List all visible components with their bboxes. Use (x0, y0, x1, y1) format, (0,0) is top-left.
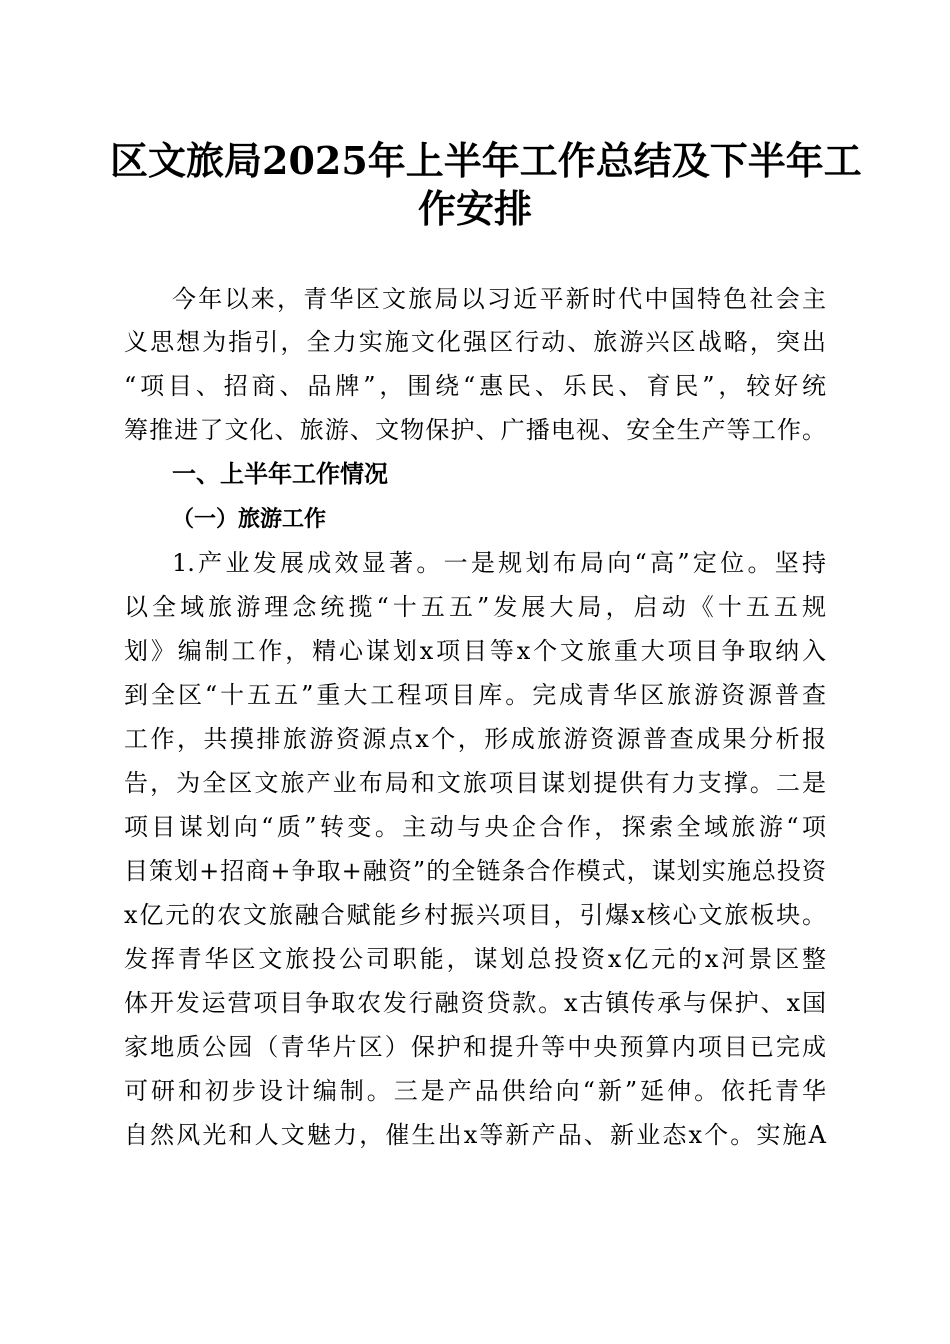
body-line-2: 以全域旅游理念统揽“十五五”发展大局，启动《十五五规 (124, 593, 826, 621)
section-heading: 一、上半年工作情况 (172, 460, 388, 488)
body-line-12: 家地质公园（青华片区）保护和提升等中央预算内项目已完成 (124, 1033, 826, 1061)
body-line-6: 告，为全区文旅产业布局和文旅项目谋划提供有力支撑。二是 (124, 769, 826, 797)
document-title-line-2: 作安排 (417, 186, 532, 231)
body-line-4: 到全区“十五五”重大工程项目库。完成青华区旅游资源普查 (124, 681, 826, 709)
body-line-9: x亿元的农文旅融合赋能乡村振兴项目，引爆x核心文旅板块。 (124, 901, 826, 929)
intro-line-3: “项目、招商、品牌”，围绕“惠民、乐民、育民”，较好统 (124, 372, 826, 400)
intro-line-1: 今年以来，青华区文旅局以习近平新时代中国特色社会主 (172, 285, 826, 313)
body-line-10: 发挥青华区文旅投公司职能，谋划总投资x亿元的x河景区整 (124, 945, 826, 973)
body-line-1: 1.产业发展成效显著。一是规划布局向“高”定位。坚持 (172, 549, 826, 577)
subsection-heading: （一）旅游工作 (172, 506, 327, 532)
body-line-7: 项目谋划向“质”转变。主动与央企合作，探索全域旅游“项 (124, 813, 826, 841)
body-line-5: 工作，共摸排旅游资源点x个，形成旅游资源普查成果分析报 (124, 725, 826, 753)
intro-line-2: 义思想为指引，全力实施文化强区行动、旅游兴区战略，突出 (124, 328, 826, 356)
intro-line-4: 筹推进了文化、旅游、文物保护、广播电视、安全生产等工作。 (124, 416, 826, 444)
body-line-8: 目策划+招商+争取+融资”的全链条合作模式，谋划实施总投资 (124, 857, 826, 885)
body-line-3: 划》编制工作，精心谋划x项目等x个文旅重大项目争取纳入 (124, 637, 826, 665)
body-line-14: 自然风光和人文魅力，催生出x等新产品、新业态x个。实施A (124, 1121, 826, 1149)
document-title-line-1: 区文旅局2025年上半年工作总结及下半年工 (110, 138, 862, 183)
body-line-13: 可研和初步设计编制。三是产品供给向“新”延伸。依托青华 (124, 1077, 826, 1105)
body-line-11: 体开发运营项目争取农发行融资贷款。x古镇传承与保护、x国 (124, 989, 826, 1017)
